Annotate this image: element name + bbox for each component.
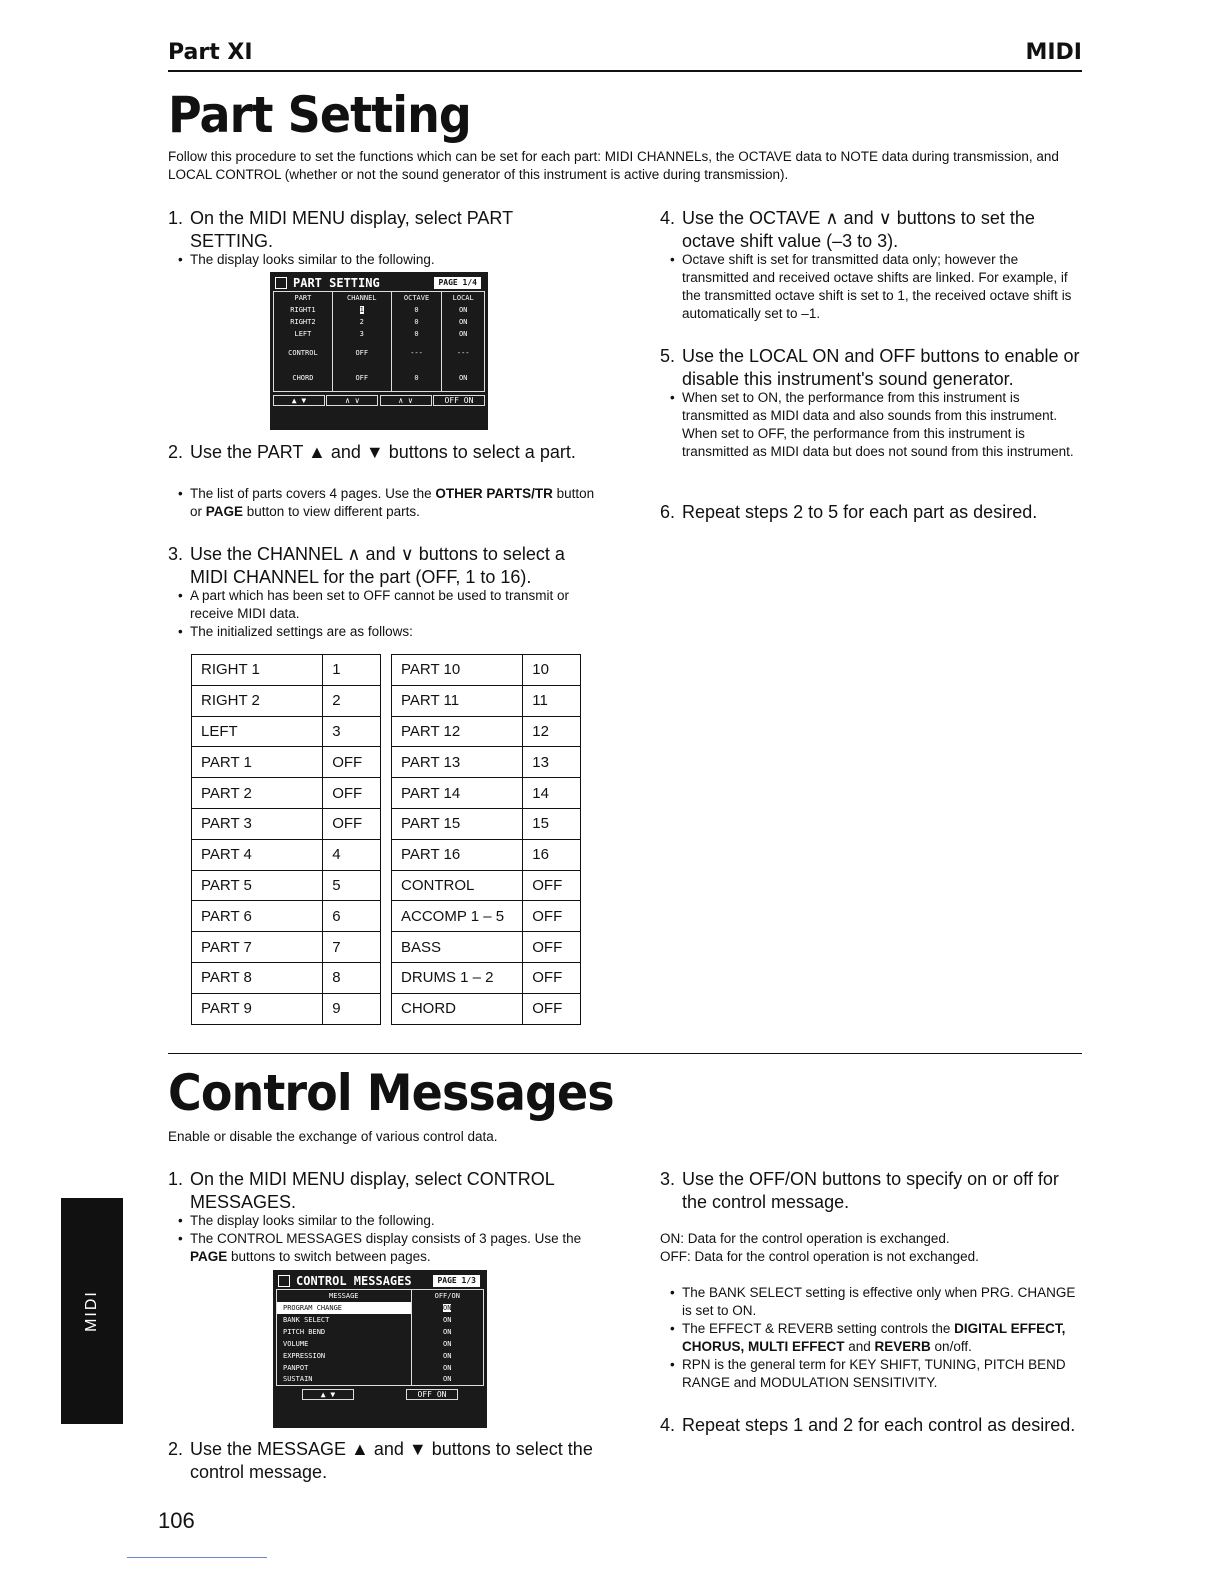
channel-cell: 5 [323,870,381,901]
lcd-header-row: PART CHANNEL OCTAVE LOCAL [274,292,485,304]
part-name-cell: PART 6 [192,901,323,932]
ps-step-3: 3. Use the CHANNEL ∧ and ∨ buttons to select a MIDI CHANNEL for the part (OFF, 1 to 16). [168,544,565,587]
channel-cell: OFF [523,962,581,993]
table-row [392,655,581,686]
part-setting-title: Part Setting [168,86,471,144]
channel-cell: 6 [323,901,381,932]
table-row [392,993,581,1024]
table-row [192,901,381,932]
part-name-cell: PART 7 [192,932,323,963]
table-row [392,839,581,870]
ps-step-5-bullet: • When set to ON, the performance from this instrument is transmitted as MIDI data and also sounds from this instrument. When set to OFF, the performance from this instrument is transmitted as MIDI data but does not sound from this instrument. [670,390,1074,459]
part-name-cell: BASS [392,932,523,963]
channel-cell: OFF [523,901,581,932]
channel-cell: 1 [323,655,381,686]
table-row [192,808,381,839]
channel-cell: 7 [323,932,381,963]
ps-step-5: 5. Use the LOCAL ON and OFF buttons to enable or disable this instrument's sound generator. [660,346,1080,389]
cm-bullet-a: • The BANK SELECT setting is effective only when PRG. CHANGE is set to ON. [670,1285,1076,1318]
channel-cell: 14 [523,778,581,809]
ps-step-3-bullet-2: • The initialized settings are as follows: [178,624,413,639]
cm-step-4: 4. Repeat steps 1 and 2 for each control as desired. [660,1415,1076,1435]
ps-step-1: 1. On the MIDI MENU display, select PART SETTING. [168,208,513,251]
part-name-cell: PART 14 [392,778,523,809]
lcd-row: BANK SELECT ON [277,1314,484,1326]
initial-settings-table-right [391,654,581,1025]
section-tab [61,1198,123,1424]
cm-bullet-c: • RPN is the general term for KEY SHIFT, TUNING, PITCH BEND RANGE and MODULATION SENSITIVITY. [670,1357,1066,1390]
part-name-cell: PART 3 [192,808,323,839]
channel-cell: 4 [323,839,381,870]
cm-step-1-bullet-1: • The display looks similar to the following. [178,1213,435,1228]
control-messages-lcd: CONTROL MESSAGES PAGE 1/3 MESSAGE OFF/ON PROGRAM CHANGE ON BANK SELECT ON PITCH BEND ON VOLUME ON EXPRESSION ON PANPOT ON SUSTAIN ON ▲ ▼ OFF ON [273,1270,487,1428]
header-section: MIDI [1025,40,1082,65]
part-name-cell: PART 9 [192,993,323,1024]
table-row [192,655,381,686]
lcd-row: CONTROL OFF --- --- [274,340,485,366]
control-messages-title: Control Messages [168,1064,614,1122]
ps-step-1-bullet: • The display looks similar to the following. [178,252,435,267]
part-name-cell: LEFT [192,716,323,747]
menu-icon [278,1275,290,1287]
cm-step-3: 3. Use the OFF/ON buttons to specify on or off for the control message. [660,1169,1059,1212]
ps-step-4: 4. Use the OCTAVE ∧ and ∨ buttons to set the octave shift value (–3 to 3). [660,208,1035,251]
lcd-footer-buttons: ▲ ▼ ∧ ∨ ∧ ∨ OFF ON [273,395,485,406]
table-row [392,778,581,809]
table-row [392,685,581,716]
ps-step-6: 6. Repeat steps 2 to 5 for each part as desired. [660,502,1038,522]
table-row [192,778,381,809]
channel-cell: 2 [323,685,381,716]
channel-cell: 15 [523,808,581,839]
cm-step-2: 2. Use the MESSAGE ▲ and ▼ buttons to select the control message. [168,1439,593,1482]
channel-cell: OFF [323,808,381,839]
lcd-row: PITCH BEND ON [277,1326,484,1338]
table-row [392,716,581,747]
table-row [192,685,381,716]
channel-cell: OFF [523,932,581,963]
ps-step-2: 2. Use the PART ▲ and ▼ buttons to select a part. [168,442,576,462]
part-name-cell: DRUMS 1 – 2 [392,962,523,993]
table-row [192,870,381,901]
part-name-cell: CONTROL [392,870,523,901]
lcd-header-row: MESSAGE OFF/ON [277,1290,484,1302]
part-name-cell: RIGHT 1 [192,655,323,686]
header-part: Part XI [168,40,253,65]
channel-cell: 12 [523,716,581,747]
section-divider [168,1053,1082,1054]
part-name-cell: PART 12 [392,716,523,747]
lcd-footer-buttons: ▲ ▼ OFF ON [276,1389,484,1400]
part-name-cell: PART 13 [392,747,523,778]
table-row [192,716,381,747]
channel-cell: 16 [523,839,581,870]
ps-step-2-bullet: • The list of parts covers 4 pages. Use the OTHER PARTS/TR button or PAGE button to view different parts. [178,486,595,519]
header-rule [168,70,1082,72]
table-row [392,870,581,901]
lcd-row: RIGHT1 1 0 ON [274,304,485,316]
page-number: 106 [158,1508,195,1533]
cm-step-1-bullet-2: • The CONTROL MESSAGES display consists of 3 pages. Use the PAGE buttons to switch between pages. [178,1231,582,1264]
part-name-cell: PART 16 [392,839,523,870]
lcd-row: PROGRAM CHANGE ON [277,1302,484,1314]
cm-bullet-b: • The EFFECT & REVERB setting controls the DIGITAL EFFECT, CHORUS, MULTI EFFECT and REVERB on/off. [670,1321,1066,1354]
channel-cell: OFF [323,778,381,809]
channel-cell: 11 [523,685,581,716]
ps-step-4-bullet: • Octave shift is set for transmitted data only; however the transmitted and received octave shifts are linked. For example, if the transmitted octave shift is set to 1, the received octave shift is automatically set to –1. [670,252,1072,321]
part-name-cell: PART 2 [192,778,323,809]
channel-cell: OFF [523,993,581,1024]
table-row [392,932,581,963]
part-name-cell: PART 8 [192,962,323,993]
part-name-cell: ACCOMP 1 – 5 [392,901,523,932]
lcd-row: VOLUME ON [277,1338,484,1350]
part-name-cell: PART 1 [192,747,323,778]
table-row [392,901,581,932]
lcd-row: PANPOT ON [277,1362,484,1374]
part-name-cell: PART 4 [192,839,323,870]
table-row [192,839,381,870]
channel-cell: 9 [323,993,381,1024]
lcd-row: EXPRESSION ON [277,1350,484,1362]
part-setting-lcd: PART SETTING PAGE 1/4 PART CHANNEL OCTAVE LOCAL RIGHT1 1 0 ON RIGHT2 2 0 ON LEFT 3 0 ON CONTROL OFF --- --- CHORD OFF 0 ON ▲ ▼ ∧ ∨ ∧ ∨ OFF ON [270,272,488,430]
part-name-cell: PART 5 [192,870,323,901]
lcd-row: SUSTAIN ON [277,1374,484,1386]
table-row [392,962,581,993]
ps-step-3-bullet-1: • A part which has been set to OFF cannot be used to transmit or receive MIDI data. [178,588,569,621]
table-row [192,747,381,778]
table-row [192,932,381,963]
part-name-cell: RIGHT 2 [192,685,323,716]
cm-off-note: OFF: Data for the control operation is not exchanged. [660,1249,979,1264]
table-row [392,747,581,778]
channel-cell: OFF [323,747,381,778]
lcd-row: RIGHT2 2 0 ON [274,316,485,328]
cm-on-note: ON: Data for the control operation is exchanged. [660,1231,950,1246]
channel-cell: 10 [523,655,581,686]
footer-line [127,1557,267,1558]
lcd-row: CHORD OFF 0 ON [274,366,485,392]
part-setting-intro: Follow this procedure to set the functions which can be set for each part: MIDI CHANNELs, the OCTAVE data to NOTE data during transmission, and LOCAL CONTROL (whether or not the sound generator of this instrument is active during transmission). [168,149,1059,182]
part-name-cell: PART 10 [392,655,523,686]
table-row [192,993,381,1024]
menu-icon [275,277,287,289]
part-name-cell: PART 15 [392,808,523,839]
part-name-cell: CHORD [392,993,523,1024]
channel-cell: 8 [323,962,381,993]
cm-step-1: 1. On the MIDI MENU display, select CONTROL MESSAGES. [168,1169,555,1212]
channel-cell: 13 [523,747,581,778]
table-row [192,962,381,993]
channel-cell: 3 [323,716,381,747]
table-row [392,808,581,839]
section-tab-label: MIDI [83,1290,100,1332]
control-messages-intro: Enable or disable the exchange of various control data. [168,1129,498,1144]
part-name-cell: PART 11 [392,685,523,716]
lcd-row: LEFT 3 0 ON [274,328,485,340]
channel-cell: OFF [523,870,581,901]
initial-settings-table-left [191,654,381,1025]
